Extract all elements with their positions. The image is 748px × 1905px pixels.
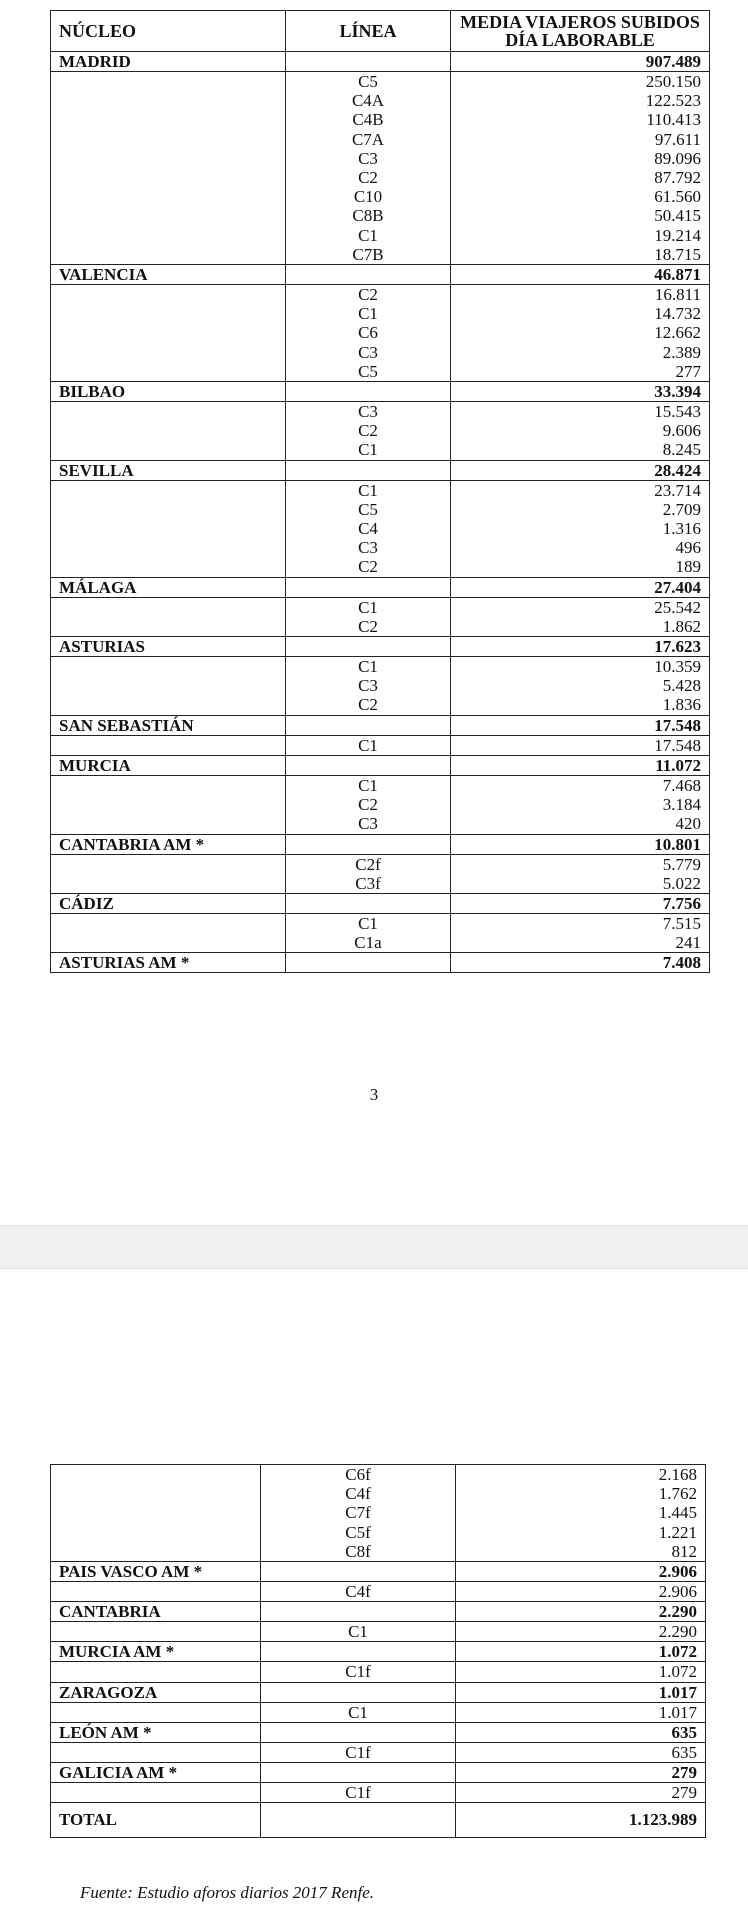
nucleo-name: MURCIA AM *: [51, 1642, 261, 1662]
nucleo-total: 2.290: [456, 1602, 706, 1622]
value-list: [451, 72, 710, 265]
line-value: 2.709: [662, 499, 701, 519]
line-value: 277: [675, 361, 701, 381]
nucleo-name: SAN SEBASTIÁN: [51, 715, 286, 735]
line-value: 10.359: [654, 657, 701, 677]
line-code: C4f: [345, 1582, 371, 1602]
empty-nucleo-cell: [51, 1622, 261, 1642]
ridership-table-page-1: [50, 10, 710, 973]
lines-row: [51, 1783, 706, 1803]
line-code: C3: [358, 402, 378, 422]
nucleo-name: LEÓN AM *: [51, 1722, 261, 1742]
line-value: 420: [675, 814, 701, 834]
line-code: C8B: [352, 206, 384, 226]
line-list: [286, 775, 451, 834]
lines-row: [51, 1465, 706, 1562]
total-value: 1.123.989: [456, 1803, 706, 1838]
line-value: 122.523: [645, 91, 701, 111]
nucleo-row: [51, 577, 710, 597]
lines-row: [51, 1702, 706, 1722]
line-code: C4B: [352, 110, 384, 130]
empty-line-cell: [286, 953, 451, 973]
header-nucleo: NÚCLEO: [51, 11, 286, 52]
nucleo-name: VALENCIA: [51, 265, 286, 285]
line-code: C1a: [354, 933, 382, 953]
nucleo-name: BILBAO: [51, 382, 286, 402]
nucleo-row: [51, 1763, 706, 1783]
nucleo-row: [51, 265, 710, 285]
line-value: 16.811: [654, 285, 701, 305]
line-code: C5: [358, 72, 378, 91]
line-value: 2.389: [662, 342, 701, 362]
nucleo-row: [51, 715, 710, 735]
line-value: 12.662: [654, 323, 701, 343]
line-value: 812: [671, 1541, 697, 1561]
nucleo-total: 2.906: [456, 1562, 706, 1582]
nucleo-row: [51, 382, 710, 402]
line-value: 8.245: [662, 440, 701, 460]
empty-nucleo-cell: [51, 854, 286, 893]
nucleo-name: MÁLAGA: [51, 577, 286, 597]
line-value: 97.611: [654, 129, 701, 149]
line-list: [286, 285, 451, 382]
line-list: [286, 597, 451, 636]
line-code: C2: [358, 695, 378, 715]
line-code: C1: [348, 1702, 368, 1722]
header-row: [51, 11, 710, 52]
nucleo-name: MADRID: [51, 52, 286, 72]
nucleo-name: CÁDIZ: [51, 893, 286, 913]
line-value: 189: [675, 557, 701, 577]
nucleo-row: [51, 1682, 706, 1702]
line-value: 1.316: [662, 519, 701, 539]
line-code: C2: [358, 795, 378, 815]
source-note: Fuente: Estudio aforos diarios 2017 Renfe.: [80, 1883, 375, 1902]
line-code: C6: [358, 323, 378, 343]
nucleo-row: [51, 637, 710, 657]
page-2: [0, 1269, 748, 1905]
value-list: [451, 913, 710, 952]
nucleo-total: 1.017: [456, 1682, 706, 1702]
line-code: C8f: [345, 1541, 371, 1561]
nucleo-total: 1.072: [456, 1642, 706, 1662]
line-value: 9.606: [662, 421, 701, 441]
empty-nucleo-cell: [51, 1465, 261, 1562]
empty-nucleo-cell: [51, 285, 286, 382]
line-list: [286, 72, 451, 265]
empty-line-cell: [261, 1562, 456, 1582]
nucleo-total: 46.871: [451, 265, 710, 285]
line-value: 15.543: [654, 402, 701, 422]
empty-line-cell: [286, 382, 451, 402]
line-value: 1.762: [658, 1484, 697, 1504]
line-list: [261, 1622, 456, 1642]
line-value: 1.445: [658, 1503, 697, 1523]
value-list: [456, 1742, 706, 1762]
ridership-table-page-2: [50, 1464, 706, 1838]
nucleo-row: [51, 1642, 706, 1662]
line-value: 50.415: [654, 206, 701, 226]
empty-nucleo-cell: [51, 1582, 261, 1602]
line-code: C2: [358, 168, 378, 188]
line-code: C2: [358, 421, 378, 441]
value-list: [456, 1582, 706, 1602]
value-list: [451, 480, 710, 577]
line-code: C1: [348, 1622, 368, 1642]
lines-row: [51, 597, 710, 636]
line-code: C1: [358, 440, 378, 460]
line-code: C10: [353, 187, 383, 207]
empty-line-cell: [261, 1682, 456, 1702]
line-code: C1: [358, 775, 378, 795]
line-value: 1.017: [658, 1702, 697, 1722]
line-code: C1f: [345, 1742, 371, 1762]
line-list: [286, 913, 451, 952]
line-list: [261, 1465, 456, 1562]
empty-line-cell: [261, 1722, 456, 1742]
nucleo-total: 33.394: [451, 382, 710, 402]
empty-line-cell: [286, 577, 451, 597]
line-list: [286, 657, 451, 716]
lines-row: [51, 913, 710, 952]
empty-nucleo-cell: [51, 735, 286, 755]
empty-line-cell: [286, 715, 451, 735]
empty-nucleo-cell: [51, 597, 286, 636]
header-linea: LÍNEA: [286, 11, 451, 52]
line-value: 2.906: [658, 1582, 697, 1602]
nucleo-total: 7.756: [451, 893, 710, 913]
lines-row: [51, 285, 710, 382]
line-code: C4A: [351, 91, 385, 111]
empty-line-cell: [286, 460, 451, 480]
line-code: C3: [358, 814, 378, 834]
line-list: [286, 402, 451, 461]
lines-row: [51, 1582, 706, 1602]
line-value: 635: [671, 1742, 697, 1762]
lines-row: [51, 1622, 706, 1642]
line-code: C7B: [352, 244, 384, 264]
line-value: 110.413: [646, 110, 701, 130]
line-code: C4: [358, 519, 378, 539]
line-value: 7.515: [662, 913, 701, 933]
value-list: [456, 1662, 706, 1682]
line-list: [286, 735, 451, 755]
line-value: 1.836: [662, 695, 701, 715]
line-code: C1: [358, 657, 378, 677]
line-code: C7A: [351, 129, 385, 149]
line-value: 61.560: [654, 187, 701, 207]
line-code: C2: [358, 616, 378, 636]
lines-row: [51, 402, 710, 461]
value-list: [451, 854, 710, 893]
header-media-line-1: MEDIA VIAJEROS SUBIDOS: [460, 12, 700, 32]
line-code: C4f: [345, 1484, 371, 1504]
nucleo-name: SEVILLA: [51, 460, 286, 480]
line-value: 2.168: [658, 1465, 697, 1484]
nucleo-total: 11.072: [451, 755, 710, 775]
line-code: C5: [358, 361, 378, 381]
nucleo-name: ASTURIAS AM *: [51, 953, 286, 973]
nucleo-total: 279: [456, 1763, 706, 1783]
line-list: [261, 1702, 456, 1722]
nucleo-row: [51, 1722, 706, 1742]
nucleo-total: 907.489: [451, 52, 710, 72]
nucleo-row: [51, 52, 710, 72]
line-value: 496: [675, 538, 701, 558]
line-code: C1: [358, 225, 378, 245]
line-code: C1: [358, 304, 378, 324]
empty-nucleo-cell: [51, 402, 286, 461]
lines-row: [51, 735, 710, 755]
nucleo-row: [51, 953, 710, 973]
line-value: 241: [675, 933, 701, 953]
line-value: 17.548: [654, 735, 701, 755]
value-list: [451, 657, 710, 716]
line-value: 18.715: [654, 244, 701, 264]
line-code: C1: [358, 480, 378, 500]
nucleo-row: [51, 893, 710, 913]
line-code: C5: [358, 499, 378, 519]
line-code: C3: [358, 676, 378, 696]
total-row: [51, 1803, 706, 1838]
value-list: [451, 597, 710, 636]
nucleo-total: 635: [456, 1722, 706, 1742]
line-code: C1f: [345, 1662, 371, 1682]
value-list: [451, 775, 710, 834]
total-label: TOTAL: [51, 1803, 261, 1838]
header-media: [451, 11, 710, 52]
empty-line-cell: [286, 637, 451, 657]
line-value: 19.214: [654, 225, 701, 245]
value-list: [456, 1465, 706, 1562]
lines-row: [51, 854, 710, 893]
nucleo-total: 17.623: [451, 637, 710, 657]
value-list: [451, 402, 710, 461]
line-value: 1.221: [658, 1522, 697, 1542]
value-list: [456, 1622, 706, 1642]
line-code: C1: [358, 913, 378, 933]
line-code: C1: [358, 597, 378, 617]
empty-nucleo-cell: [51, 775, 286, 834]
line-value: 3.184: [662, 795, 701, 815]
nucleo-name: ASTURIAS: [51, 637, 286, 657]
line-code: C2: [358, 557, 378, 577]
line-code: C6f: [345, 1465, 371, 1484]
empty-nucleo-cell: [51, 913, 286, 952]
line-value: 1.862: [662, 616, 701, 636]
line-value: 89.096: [654, 148, 701, 168]
line-code: C3: [358, 342, 378, 362]
nucleo-total: 17.548: [451, 715, 710, 735]
nucleo-row: [51, 755, 710, 775]
line-value: 87.792: [654, 168, 701, 188]
nucleo-row: [51, 1562, 706, 1582]
lines-row: [51, 1742, 706, 1762]
lines-row: [51, 775, 710, 834]
lines-row: [51, 1662, 706, 1682]
empty-nucleo-cell: [51, 72, 286, 265]
page-gap: [0, 1225, 748, 1269]
line-list: [286, 480, 451, 577]
nucleo-total: 28.424: [451, 460, 710, 480]
empty-line-cell: [261, 1803, 456, 1838]
line-value: 1.072: [658, 1662, 697, 1682]
line-code: C1f: [345, 1783, 371, 1803]
nucleo-row: [51, 834, 710, 854]
page-number: 3: [369, 1085, 379, 1104]
lines-row: [51, 657, 710, 716]
lines-row: [51, 480, 710, 577]
line-value: 5.779: [662, 854, 701, 874]
line-code: C2f: [355, 854, 381, 874]
empty-line-cell: [286, 893, 451, 913]
line-list: [286, 854, 451, 893]
nucleo-total: 27.404: [451, 577, 710, 597]
nucleo-total: 7.408: [451, 953, 710, 973]
nucleo-name: MURCIA: [51, 755, 286, 775]
value-list: [451, 285, 710, 382]
nucleo-name: CANTABRIA AM *: [51, 834, 286, 854]
nucleo-total: 10.801: [451, 834, 710, 854]
empty-line-cell: [261, 1763, 456, 1783]
line-value: 7.468: [662, 775, 701, 795]
line-value: 5.428: [662, 676, 701, 696]
header-media-line-2: DÍA LABORABLE: [505, 30, 655, 50]
empty-line-cell: [261, 1642, 456, 1662]
line-list: [261, 1783, 456, 1803]
line-value: 2.290: [658, 1622, 697, 1642]
empty-nucleo-cell: [51, 480, 286, 577]
empty-line-cell: [261, 1602, 456, 1622]
value-list: [456, 1783, 706, 1803]
empty-nucleo-cell: [51, 657, 286, 716]
nucleo-row: [51, 1602, 706, 1622]
empty-nucleo-cell: [51, 1783, 261, 1803]
line-value: 25.542: [654, 597, 701, 617]
nucleo-name: CANTABRIA: [51, 1602, 261, 1622]
line-code: C5f: [345, 1522, 371, 1542]
line-code: C2: [358, 285, 378, 305]
empty-line-cell: [286, 52, 451, 72]
nucleo-name: ZARAGOZA: [51, 1682, 261, 1702]
empty-nucleo-cell: [51, 1662, 261, 1682]
line-value: 14.732: [654, 304, 701, 324]
line-list: [261, 1742, 456, 1762]
line-list: [261, 1662, 456, 1682]
nucleo-name: PAIS VASCO AM *: [51, 1562, 261, 1582]
line-code: C3f: [355, 873, 381, 893]
line-value: 5.022: [662, 873, 701, 893]
empty-line-cell: [286, 834, 451, 854]
line-list: [261, 1582, 456, 1602]
empty-line-cell: [286, 755, 451, 775]
nucleo-name: GALICIA AM *: [51, 1763, 261, 1783]
line-code: C3: [358, 538, 378, 558]
empty-line-cell: [286, 265, 451, 285]
value-list: [456, 1702, 706, 1722]
line-value: 279: [671, 1783, 697, 1803]
line-code: C7f: [345, 1503, 371, 1523]
line-value: 23.714: [654, 480, 701, 500]
nucleo-row: [51, 460, 710, 480]
empty-nucleo-cell: [51, 1742, 261, 1762]
line-value: 250.150: [645, 72, 701, 91]
value-list: [451, 735, 710, 755]
empty-nucleo-cell: [51, 1702, 261, 1722]
lines-row: [51, 72, 710, 265]
line-code: C1: [358, 735, 378, 755]
line-code: C3: [358, 148, 378, 168]
